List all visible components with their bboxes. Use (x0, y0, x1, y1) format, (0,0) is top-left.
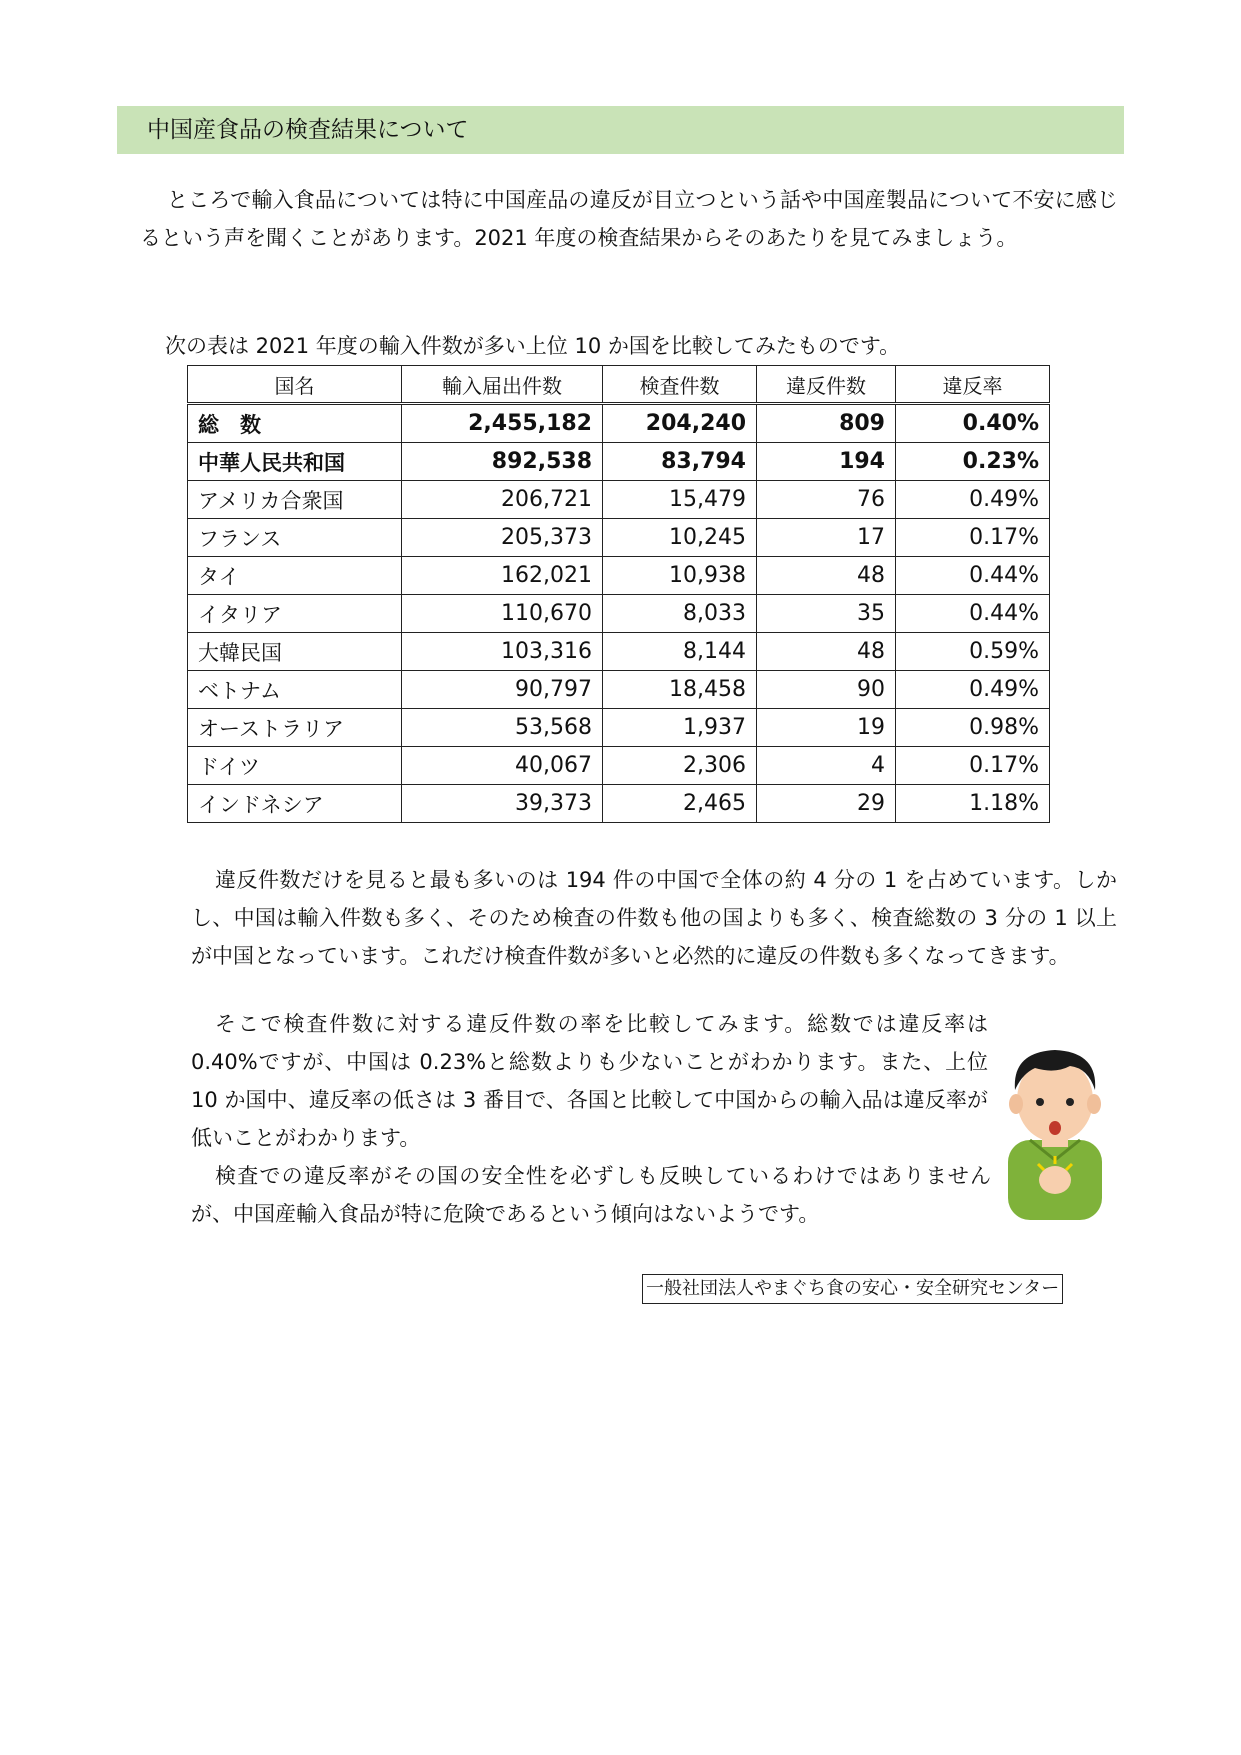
header-inspections: 検査件数 (603, 366, 757, 404)
cell-violations: 19 (757, 709, 896, 747)
cell-rate: 0.17% (896, 747, 1050, 785)
cell-violations: 76 (757, 481, 896, 519)
cell-inspections: 8,033 (603, 595, 757, 633)
intro-paragraph: ところで輸入食品については特に中国産品の違反が目立つという話や中国産製品について不安に感じるという声を聞くことがあります。2021 年度の検査結果からそのあたりを見てみましょう。 (140, 188, 1118, 250)
cell-imports: 40,067 (402, 747, 603, 785)
cell-violations: 35 (757, 595, 896, 633)
cell-rate: 0.44% (896, 595, 1050, 633)
cell-country: 大韓民国 (188, 633, 402, 671)
header-country: 国名 (188, 366, 402, 404)
cell-country: 総 数 (188, 404, 402, 443)
table-row (188, 785, 1050, 823)
cell-rate: 0.17% (896, 519, 1050, 557)
cell-violations: 809 (757, 404, 896, 443)
cell-rate: 0.49% (896, 481, 1050, 519)
cell-imports: 103,316 (402, 633, 603, 671)
table-row (188, 709, 1050, 747)
cell-rate: 0.40% (896, 404, 1050, 443)
cell-imports: 205,373 (402, 519, 603, 557)
cell-inspections: 10,938 (603, 557, 757, 595)
cell-imports: 892,538 (402, 443, 603, 481)
table-row (188, 747, 1050, 785)
header-violation-rate: 違反率 (896, 366, 1050, 404)
cell-rate: 0.49% (896, 671, 1050, 709)
cell-inspections: 8,144 (603, 633, 757, 671)
cell-inspections: 1,937 (603, 709, 757, 747)
cell-imports: 206,721 (402, 481, 603, 519)
table-row (188, 519, 1050, 557)
cell-rate: 0.23% (896, 443, 1050, 481)
cell-country: アメリカ合衆国 (188, 481, 402, 519)
cell-rate: 1.18% (896, 785, 1050, 823)
cell-inspections: 10,245 (603, 519, 757, 557)
cell-imports: 110,670 (402, 595, 603, 633)
cell-inspections: 2,465 (603, 785, 757, 823)
table-row (188, 671, 1050, 709)
cell-violations: 90 (757, 671, 896, 709)
cell-rate: 0.59% (896, 633, 1050, 671)
cell-violations: 4 (757, 747, 896, 785)
cell-inspections: 83,794 (603, 443, 757, 481)
man-thinking-illustration (1000, 1030, 1110, 1220)
table-intro: 次の表は 2021 年度の輸入件数が多い上位 10 か国を比較してみたものです。 (165, 334, 901, 358)
cell-imports: 90,797 (402, 671, 603, 709)
table-row (188, 633, 1050, 671)
cell-violations: 29 (757, 785, 896, 823)
header-import-notifications: 輸入届出件数 (402, 366, 603, 404)
table-total-row (188, 404, 1050, 443)
table-header-row (188, 366, 1050, 404)
cell-inspections: 15,479 (603, 481, 757, 519)
cell-imports: 162,021 (402, 557, 603, 595)
cell-violations: 17 (757, 519, 896, 557)
cell-inspections: 204,240 (603, 404, 757, 443)
cell-imports: 53,568 (402, 709, 603, 747)
cell-imports: 39,373 (402, 785, 603, 823)
cell-imports: 2,455,182 (402, 404, 603, 443)
cell-country: オーストラリア (188, 709, 402, 747)
table-row (188, 557, 1050, 595)
table-body (188, 404, 1050, 823)
cell-country: ベトナム (188, 671, 402, 709)
organization-credit: 一般社団法人やまぐち食の安心・安全研究センター (642, 1274, 1063, 1304)
analysis-paragraph-2: そこで検査件数に対する違反件数の率を比較してみます。総数では違反率は 0.40%ですが、中国は 0.23%と総数よりも少ないことがわかります。また、上位 10 か国中、違反率の低さは 3 番目で、各国と比較して中国からの輸入品は違反率が低いことがわかります。 (191, 1012, 988, 1150)
cell-country: ドイツ (188, 747, 402, 785)
cell-violations: 194 (757, 443, 896, 481)
cell-country: イタリア (188, 595, 402, 633)
cell-inspections: 2,306 (603, 747, 757, 785)
header-violations: 違反件数 (757, 366, 896, 404)
cell-rate: 0.98% (896, 709, 1050, 747)
cell-country: フランス (188, 519, 402, 557)
inspection-table (187, 365, 1050, 823)
cell-violations: 48 (757, 557, 896, 595)
cell-inspections: 18,458 (603, 671, 757, 709)
cell-rate: 0.44% (896, 557, 1050, 595)
table-row (188, 595, 1050, 633)
cell-country: 中華人民共和国 (188, 443, 402, 481)
analysis-paragraph-3: 検査での違反率がその国の安全性を必ずしも反映しているわけではありませんが、中国産輸入食品が特に危険であるという傾向はないようです。 (191, 1164, 991, 1226)
cell-violations: 48 (757, 633, 896, 671)
section-heading: 中国産食品の検査結果について (117, 106, 1124, 154)
table-row (188, 443, 1050, 481)
cell-country: インドネシア (188, 785, 402, 823)
cell-country: タイ (188, 557, 402, 595)
table-row (188, 481, 1050, 519)
analysis-paragraph-1: 違反件数だけを見ると最も多いのは 194 件の中国で全体の約 4 分の 1 を占めています。しかし、中国は輸入件数も多く、そのため検査の件数も他の国よりも多く、検査総数の 3 分の 1 以上が中国となっています。これだけ検査件数が多いと必然的に違反の件数も多くなってきます。 (191, 868, 1117, 968)
